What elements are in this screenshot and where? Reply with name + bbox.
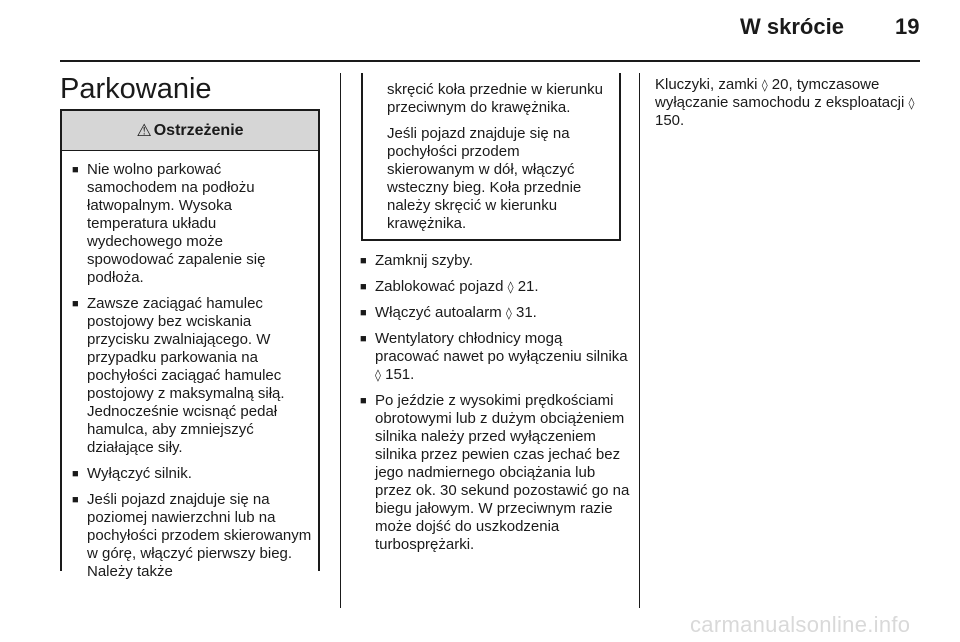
warning-header [62,111,318,151]
step-item: ■ Włączyć autoalarm ◊ 31. [360,304,630,322]
header-rule [60,60,920,62]
step-item: ■ Zablokować pojazd ◊ 21. [360,278,630,296]
warning-triangle-icon: ⚠ [136,120,152,140]
page-ref-link[interactable]: 150. [655,112,685,129]
page-ref-link[interactable]: 31. [515,304,537,321]
step-item: ■ Zamknij szyby. [360,252,630,270]
warning-continuation-text: skręcić koła przednie w kierunku przeciwnym do krawężnika. [387,81,603,116]
column-divider-2 [639,73,640,608]
warning-continuation-text: Jeśli pojazd znajduje się na pochyłości przodem skierowanym w dół, włączyć wsteczny bieg. Koła przednie należy skręcić w kierunku krawężnika. [387,125,582,232]
warning-title: Ostrzeżenie [153,121,244,139]
warning-item: ■ Wyłączyć silnik. [72,465,312,483]
page-number: 19 [895,14,920,39]
page-ref-icon: ◊ [761,78,768,92]
section-title: Parkowanie [60,73,212,105]
watermark: carmanualsonline.info [690,612,911,637]
page-ref-icon: ◊ [507,280,514,294]
page-ref-link[interactable]: 21. [517,278,539,295]
warning-item: ■ Zawsze zaciągać hamulec postojowy bez wciskania przycisku zwalniającego. W przypadku parkowania na pochyłości zaciągać hamulec postojowy z maksymalną siłą. Jednocześnie wcisnąć pedał hamulca, aby zmniejszyć działające siły. [72,295,312,457]
steps-list [360,252,630,554]
page-ref-link[interactable]: 20, tymczasowe wyłączanie samochodu z eksploatacji [655,76,909,111]
page-header-title: W skrócie [740,14,844,39]
page-ref-icon: ◊ [375,368,381,382]
warning-box-continued [361,73,621,241]
page-ref-icon: ◊ [505,306,512,320]
warning-item: ■ Jeśli pojazd znajduje się na poziomej nawierzchni lub na pochyłości przodem skierowanym w górę, włączyć pierwszy bieg. Należy także [72,491,312,581]
steps-list-container [360,252,630,562]
step-item: ■ Po jeździe z wysokimi prędkościami obrotowymi lub z dużym obciążeniem silnika należy przed wyłączeniem silnika przez pewien czas jechać bez jego nadmiernego obciążania lub przez ok. 30 sekund pozostawić go na biegu jałowym. W przeciwnym razie może dojść do uszkodzenia turbosprężarki. [360,392,630,554]
warning-list [72,161,312,581]
warning-body [62,151,318,581]
page-ref-icon: ◊ [908,96,915,110]
column-divider-1 [340,73,341,608]
cross-reference-note: Kluczyki, zamki ◊ 20, tymczasowe wyłączanie samochodu z eksploatacji ◊ 150. [655,76,915,129]
step-item: ■ Wentylatory chłodnicy mogą pracować nawet po wyłączeniu silnika ◊ 151. [360,330,630,384]
page-ref-link[interactable]: 151. [385,366,415,383]
warning-box [60,109,320,580]
warning-item: ■ Nie wolno parkować samochodem na podłożu łatwopalnym. Wysoka temperatura układu wydechowego może spowodować zapalenie się podłoża. [72,161,312,287]
